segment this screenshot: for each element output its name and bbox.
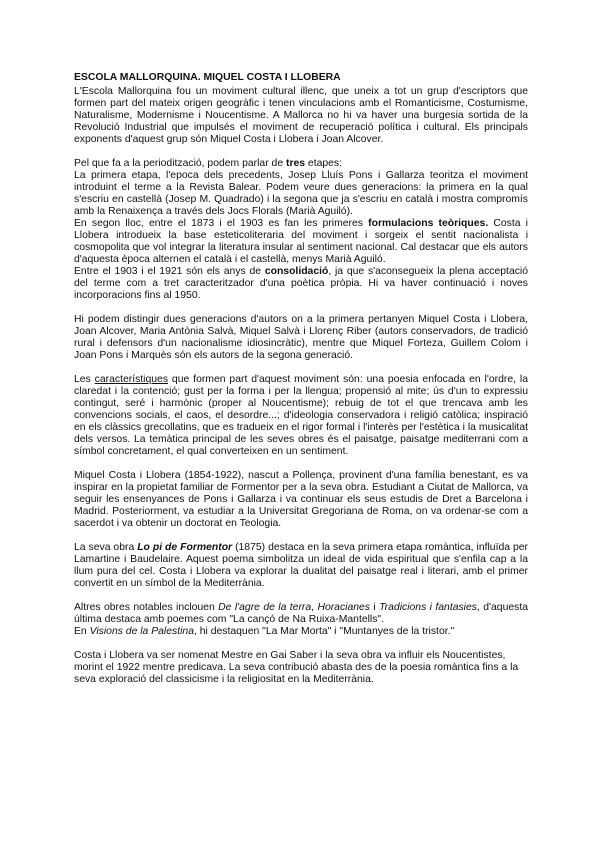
text: (1875) destaca en la seva primera etapa romàntica, influïda per Lamartine i Baudelaire. Aquest poema simbolitza un ideal de vida espiritual que s'enfila cap a la llum pura del cel. Costa i Llobera va explorar la dualitat del paisatge real i literari, amb el primer convertit en un símbol de la Mediterrània. — [74, 542, 529, 589]
text: Entre el 1903 i el 1921 són els anys de — [74, 266, 265, 277]
bold-text: tres — [285, 158, 306, 169]
intro-paragraph: L'Escola Mallorquina fou un moviment cultural illenc, que uneix a tot un grup d'escriptors que formen part del mateix origen geogràfic i tenen vinculacions amb el Romanticisme, Costumisme, Naturalisme, Modernisme i Noucentisme. A Mallorca no hi va haver una burgesia sortida de la Revolució Industrial que impulsés el moviment de recuperació política i cultural. Els principals exponents d'aquest grup són Miquel Costa i Llobera i Joan Alcover. — [74, 86, 528, 145]
other-works-paragraph — [74, 602, 528, 626]
text: , d'aquesta última destaca amb poemes com "La cançó de Na Ruixa-Mantells". — [74, 602, 528, 625]
generations-paragraph: Hi podem distingir dues generacions d'autors on a la primera pertanyen Miquel Costa i Llobera, Joan Alcover, Maria Antònia Salvà, Miquel Salvà i Llorenç Riber (autors conservadors, de tradició rural i defensors d'un nacionalisme idiosincràtic), mentre que Miquel Forteza, Guillem Colom i Joan Pons i Marquès són els autors de la segona generació. — [74, 314, 528, 361]
periods-lead — [74, 158, 528, 170]
text: En — [74, 626, 90, 637]
spacer — [74, 458, 528, 470]
document-page — [74, 72, 528, 686]
text: i — [370, 602, 380, 613]
work-title: Tradicions i fantasies — [379, 602, 477, 613]
text: Altres obres notables inclouen — [74, 602, 219, 613]
work-title: Visions de la Palestina — [89, 626, 194, 637]
text: , ja que s'aconsegueix la plena acceptació del terme com a tret caracteritzador d'una poètica pròpia. Hi va haver continuació i noves incorporacions fins al 1950. — [74, 266, 529, 301]
text: En segon lloc, entre el 1873 i el 1903 es fan les primeres — [74, 218, 369, 229]
period-first-paragraph: La primera etapa, l'epoca dels precedents, Josep Lluís Pons i Gallarza teoritza el moviment introduint el terme a la Revista Balear. Podem veure dues generacions: la primera en la qual s'escriu en castellà (Josep M. Quadrado) i la segona que ja s'escriu en català i mostra compromís amb la Renaixença a través dels Jocs Florals (Marià Aguiló). — [74, 170, 528, 217]
biography-paragraph: Miquel Costa i Llobera (1854-1922), nascut a Pollença, provinent d'una família benestant, es va inspirar en la propietat familiar de Formentor per a la seva obra. Estudiant a Ciutat de Mallorca, va seguir les ensenyances de Pons i Gallarza i va continuar els seus estudis de Dret a Barcelona i Madrid. Posteriorment, va estudiar a la Universitat Gregoriana de Roma, on va ordenar-se com a sacerdot i va obtenir un doctorat en Teologia. — [74, 470, 528, 529]
spacer — [74, 530, 528, 542]
closing-paragraph: Costa i Llobera va ser nomenat Mestre en Gai Saber i la seva obra va influir els Noucentistes, morint el 1922 mentre predicava. La seva contribució abasta des de la poesia romàntica fins a la seva exploració del classicisme i la religiositat en la Mediterrània. — [74, 650, 519, 685]
work-title: De l'agre de la terra — [218, 602, 312, 613]
spacer — [74, 362, 528, 374]
spacer — [74, 590, 528, 602]
text: Pel que fa a la periodització, podem parlar de — [74, 158, 286, 169]
spacer — [74, 638, 528, 650]
bold-text: formulacions teòriques. — [368, 218, 489, 229]
period-second-paragraph — [74, 218, 528, 266]
text: Les — [74, 374, 95, 385]
work-title: Lo pi de Formentor — [137, 542, 233, 553]
other-works-paragraph-2 — [74, 626, 528, 638]
text: que formen part d'aquest moviment són: una poesia enfocada en l'ordre, la claredat i la contenció; gust per la forma i per la llengua; propensió al mite; ús d'un to expressiu contingut, seré i harmònic (proper al Noucentisme); rebuig de tot el que trencava amb les convencions socials, el caos, el desordre...; d'ideologia conservadora i religió catòlica; inspiració en els clàssics grecollatins, que es tradueix en el rigor formal i l'interès per l'estètica i la musicalitat dels versos. La temàtica principal de les seves obres és el paisatge, paisatge mediterrani com a símbol concretament, el qual converteixen en un sentiment. — [74, 374, 528, 457]
underlined-text: característiques — [94, 374, 169, 385]
work-paragraph — [74, 542, 528, 590]
period-third-paragraph — [74, 266, 528, 302]
text: , — [311, 602, 318, 613]
text: etapes: — [305, 158, 343, 169]
work-title: Horacianes — [317, 602, 370, 613]
bold-text: consolidació — [264, 266, 329, 277]
text: La seva obra — [74, 542, 138, 553]
spacer — [74, 302, 528, 314]
document-title: ESCOLA MALLORQUINA. MIQUEL COSTA I LLOBERA — [74, 72, 341, 83]
text: Costa i Llobera introdueix la base esteticoliteraria del moviment i sorgeix el sentit nacionalista i cosmopolita que vol integrar la literatura insular al sentiment nacional. Cal destacar que els autors d'aquesta època alternen el català i el castellà, menys Marià Aguiló. — [74, 218, 528, 265]
spacer — [74, 146, 528, 158]
features-paragraph — [74, 374, 528, 458]
text: , hi destaquen "La Mar Morta" i "Muntanyes de la tristor." — [193, 626, 455, 637]
